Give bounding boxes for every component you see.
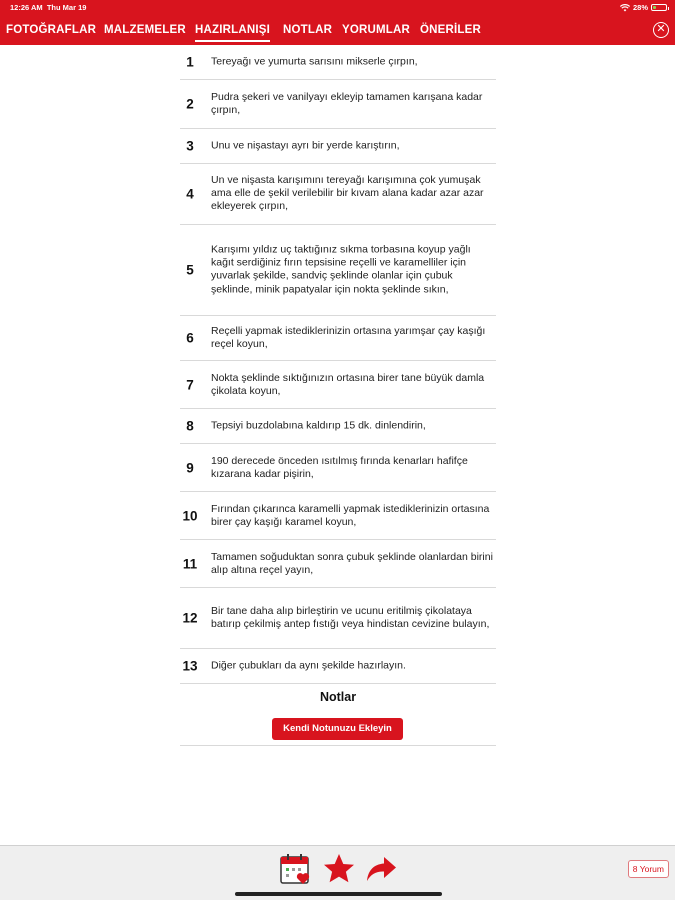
home-indicator [235, 892, 442, 896]
battery-icon [651, 4, 667, 11]
step-text: Reçelli yapmak istediklerinizin ortasına yarımşar çay kaşığı reçel koyun, [211, 324, 486, 350]
step-number: 4 [186, 186, 194, 202]
step-number: 2 [186, 96, 194, 112]
status-time-date [10, 3, 86, 12]
step-row [180, 588, 496, 649]
step-number: 5 [186, 262, 194, 278]
preparation-steps-list [180, 45, 496, 684]
step-row [180, 649, 496, 684]
step-row [180, 409, 496, 444]
status-bar [0, 0, 675, 16]
step-row [180, 492, 496, 540]
step-row [180, 80, 496, 129]
step-text: Pudra şekeri ve vanilyayı ekleyip tamamen karışana kadar çırpın, [211, 90, 483, 116]
add-note-button[interactable]: Kendi Notunuzu Ekleyin [272, 718, 403, 740]
step-text: Bir tane daha alıp birleştirin ve ucunu eritilmiş çikolataya batırıp çekilmiş antep fıstığı veya hindistan cevizine bulayın, [211, 604, 490, 630]
share-arrow-icon[interactable] [364, 852, 398, 891]
battery-percent: 28% [632, 3, 648, 12]
step-row [180, 444, 496, 492]
step-text: Tereyağı ve yumurta sarısını mikserle çırpın, [211, 55, 418, 68]
step-row [180, 129, 496, 164]
step-number: 12 [182, 610, 198, 626]
status-date: Thu Mar 19 [46, 3, 87, 12]
step-number: 8 [186, 418, 194, 434]
close-icon[interactable]: ✕ [653, 22, 669, 38]
step-row [180, 225, 496, 316]
step-text: Nokta şeklinde sıktığınızın ortasına birer tane büyük damla çikolata koyun, [211, 371, 485, 397]
step-row [180, 361, 496, 409]
wifi-icon [620, 4, 630, 12]
tab-fotograflar[interactable]: FOTOĞRAFLAR [6, 24, 97, 36]
tab-notlar[interactable]: NOTLAR [283, 24, 333, 36]
step-number: 6 [186, 330, 194, 346]
battery-fill [653, 6, 656, 9]
tab-hazirlanisi[interactable]: HAZIRLANIŞI [195, 24, 270, 42]
step-number: 13 [182, 658, 198, 674]
step-number: 11 [182, 556, 198, 571]
step-number: 1 [186, 54, 194, 70]
status-time: 12:26 AM [10, 3, 43, 12]
tab-oneriler[interactable]: ÖNERİLER [420, 24, 482, 36]
step-text: Un ve nişasta karışımını tereyağı karışımına çok yumuşak ama elle de şekil verilebilir bir kıvam alana kadar azar azar ekleyerek çırpın, [211, 174, 484, 213]
step-text: Diğer çubukları da aynı şekilde hazırlayın. [211, 659, 406, 672]
step-text: Unu ve nişastayı ayrı bir yerde karıştırın, [211, 139, 400, 152]
tab-yorumlar[interactable]: YORUMLAR [342, 24, 411, 36]
star-icon[interactable] [322, 852, 356, 891]
step-number: 10 [182, 508, 198, 523]
comments-button[interactable]: 8 Yorum [628, 860, 669, 878]
status-right [620, 3, 667, 12]
tab-malzemeler[interactable]: MALZEMELER [104, 24, 186, 36]
notes-heading: Notlar [319, 690, 357, 704]
step-number: 9 [186, 460, 194, 475]
step-text: Tepsiyi buzdolabına kaldırıp 15 dk. dinlendirin, [211, 419, 426, 432]
step-row [180, 540, 496, 588]
section-tab-bar [0, 16, 675, 45]
notes-divider [180, 745, 496, 746]
step-number: 3 [186, 138, 194, 154]
step-text: Tamamen soğuduktan sonra çubuk şeklinde olanlardan birini alıp altına reçel yayın, [211, 550, 493, 576]
step-text: 190 derecede önceden ısıtılmış fırında kenarları hafifçe kızarana kadar pişirin, [211, 454, 468, 480]
step-row [180, 316, 496, 361]
step-row [180, 45, 496, 80]
calendar-heart-icon[interactable] [279, 852, 313, 891]
step-row [180, 164, 496, 225]
step-text: Fırından çıkarınca karamelli yapmak istediklerinizin ortasına birer çay kaşığı karamel koyun, [211, 502, 490, 528]
step-number: 7 [186, 377, 194, 392]
step-text: Karışımı yıldız uç taktığınız sıkma torbasına koyup yağlı kağıt serdiğiniz fırın tepsisine reçelli ve karamelliler için yuvarlak şekilde, sandviç şeklinde olanlar için çubuk şeklinde, minik papatyalar için nokta şeklinde sıkın, [211, 243, 471, 296]
